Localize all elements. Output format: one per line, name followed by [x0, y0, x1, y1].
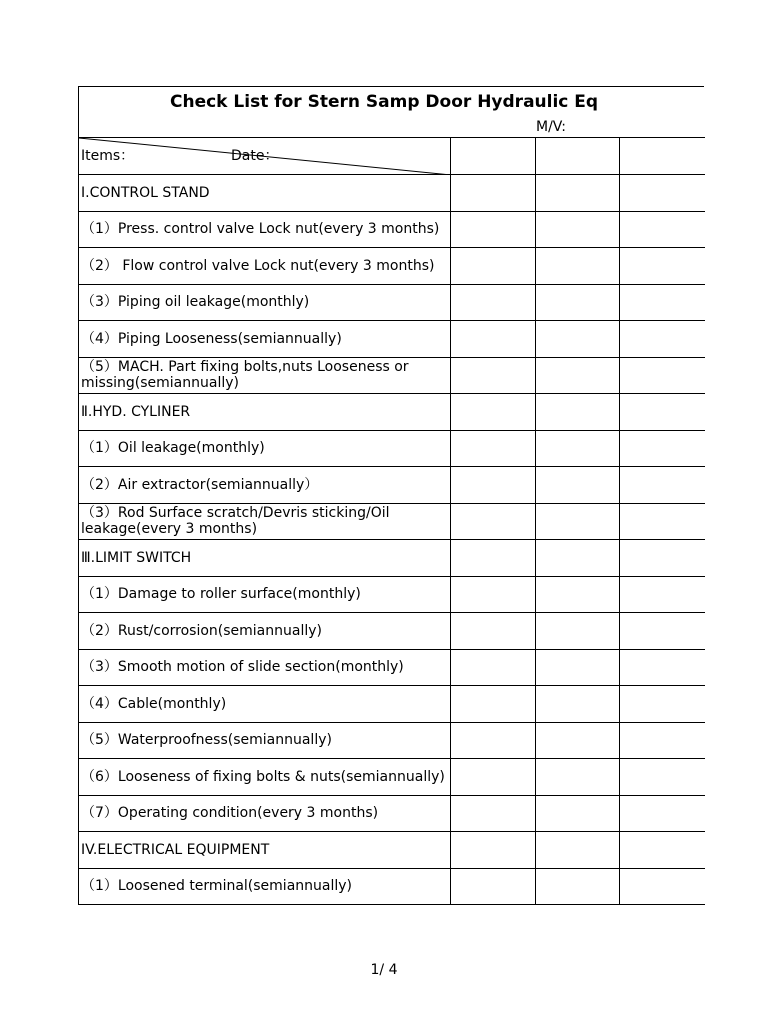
check-cell[interactable] [451, 576, 536, 613]
checklist-row [79, 175, 705, 212]
checklist-row [79, 503, 705, 540]
check-cell[interactable] [451, 467, 536, 504]
items-header-label: Items： [81, 148, 135, 164]
checklist-row [79, 394, 705, 431]
check-cell[interactable] [451, 868, 536, 905]
check-cell[interactable] [620, 284, 705, 321]
item-label: Ⅲ.LIMIT SWITCH [79, 540, 451, 577]
check-cell[interactable] [451, 394, 536, 431]
check-cell[interactable] [620, 832, 705, 869]
checklist-row [79, 832, 705, 869]
check-cell[interactable] [536, 394, 620, 431]
item-label: （3）Piping oil leakage(monthly) [79, 284, 451, 321]
check-cell[interactable] [451, 613, 536, 650]
check-cell[interactable] [536, 357, 620, 394]
check-cell[interactable] [536, 795, 620, 832]
item-label: （1）Oil leakage(monthly) [79, 430, 451, 467]
item-label: （5）MACH. Part fixing bolts,nuts Looseness or missing(semiannually) [79, 357, 451, 394]
check-cell[interactable] [451, 759, 536, 796]
check-cell[interactable] [620, 722, 705, 759]
check-cell[interactable] [451, 321, 536, 358]
check-cell[interactable] [536, 832, 620, 869]
check-cell[interactable] [536, 248, 620, 285]
checklist-row [79, 759, 705, 796]
check-cell[interactable] [536, 759, 620, 796]
check-cell[interactable] [620, 868, 705, 905]
check-cell[interactable] [451, 649, 536, 686]
checklist-row [79, 248, 705, 285]
check-cell[interactable] [620, 759, 705, 796]
checklist-row [79, 613, 705, 650]
check-cell[interactable] [620, 613, 705, 650]
checklist-row [79, 686, 705, 723]
check-cell[interactable] [536, 321, 620, 358]
item-label: （3）Rod Surface scratch/Devris sticking/Oil leakage(every 3 months) [79, 503, 451, 540]
date-column-cell[interactable] [620, 138, 705, 175]
item-label: （6）Looseness of fixing bolts & nuts(semiannually) [79, 759, 451, 796]
check-cell[interactable] [620, 175, 705, 212]
checklist-row [79, 467, 705, 504]
check-cell[interactable] [536, 503, 620, 540]
check-cell[interactable] [536, 722, 620, 759]
item-label: （4）Piping Looseness(semiannually) [79, 321, 451, 358]
date-column-cell[interactable] [451, 138, 536, 175]
item-label: （1）Damage to roller surface(monthly) [79, 576, 451, 613]
check-cell[interactable] [620, 430, 705, 467]
check-cell[interactable] [620, 467, 705, 504]
item-label: （4）Cable(monthly) [79, 686, 451, 723]
check-cell[interactable] [536, 868, 620, 905]
page-number: 1/ 4 [370, 962, 398, 978]
check-cell[interactable] [620, 357, 705, 394]
check-cell[interactable] [536, 576, 620, 613]
check-cell[interactable] [536, 175, 620, 212]
check-cell[interactable] [536, 211, 620, 248]
item-label: （2）Air extractor(semiannually） [79, 467, 451, 504]
check-cell[interactable] [620, 540, 705, 577]
check-cell[interactable] [451, 503, 536, 540]
items-date-header-cell [79, 138, 451, 175]
check-cell[interactable] [451, 686, 536, 723]
date-column-cell[interactable] [536, 138, 620, 175]
mv-label: M/V: [536, 119, 566, 135]
check-cell[interactable] [620, 321, 705, 358]
check-cell[interactable] [536, 613, 620, 650]
check-cell[interactable] [451, 795, 536, 832]
checklist-row [79, 868, 705, 905]
check-cell[interactable] [451, 832, 536, 869]
check-cell[interactable] [536, 467, 620, 504]
item-label: Ⅱ.HYD. CYLINER [79, 394, 451, 431]
check-cell[interactable] [620, 211, 705, 248]
check-cell[interactable] [620, 503, 705, 540]
checklist-row [79, 284, 705, 321]
check-cell[interactable] [620, 248, 705, 285]
item-label: I.CONTROL STAND [79, 175, 451, 212]
header-row [79, 138, 705, 175]
check-cell[interactable] [451, 722, 536, 759]
check-cell[interactable] [451, 175, 536, 212]
check-cell[interactable] [536, 540, 620, 577]
checklist-table [78, 137, 705, 905]
checklist-row [79, 430, 705, 467]
checklist-row [79, 211, 705, 248]
item-label: （3）Smooth motion of slide section(monthly) [79, 649, 451, 686]
check-cell[interactable] [451, 357, 536, 394]
checklist-row [79, 649, 705, 686]
item-label: （1）Loosened terminal(semiannually) [79, 868, 451, 905]
check-cell[interactable] [536, 284, 620, 321]
check-cell[interactable] [620, 686, 705, 723]
check-cell[interactable] [620, 795, 705, 832]
checklist-row [79, 795, 705, 832]
item-label: （1）Press. control valve Lock nut(every 3 months) [79, 211, 451, 248]
item-label: （2） Flow control valve Lock nut(every 3 months) [79, 248, 451, 285]
document-title: Check List for Stern Samp Door Hydraulic Eq [170, 92, 599, 112]
date-header-label: Date： [231, 148, 279, 164]
item-label: （5）Waterproofness(semiannually) [79, 722, 451, 759]
checklist-row [79, 540, 705, 577]
check-cell[interactable] [451, 248, 536, 285]
checklist-row [79, 321, 705, 358]
check-cell[interactable] [620, 576, 705, 613]
checklist-row [79, 576, 705, 613]
checklist-row [79, 357, 705, 394]
check-cell[interactable] [620, 649, 705, 686]
check-cell[interactable] [536, 686, 620, 723]
checklist-row [79, 722, 705, 759]
item-label: （7）Operating condition(every 3 months) [79, 795, 451, 832]
check-cell[interactable] [536, 430, 620, 467]
check-cell[interactable] [451, 430, 536, 467]
check-cell[interactable] [536, 649, 620, 686]
item-label: IV.ELECTRICAL EQUIPMENT [79, 832, 451, 869]
check-cell[interactable] [451, 540, 536, 577]
item-label: （2）Rust/corrosion(semiannually) [79, 613, 451, 650]
check-cell[interactable] [620, 394, 705, 431]
check-cell[interactable] [451, 211, 536, 248]
check-cell[interactable] [451, 284, 536, 321]
